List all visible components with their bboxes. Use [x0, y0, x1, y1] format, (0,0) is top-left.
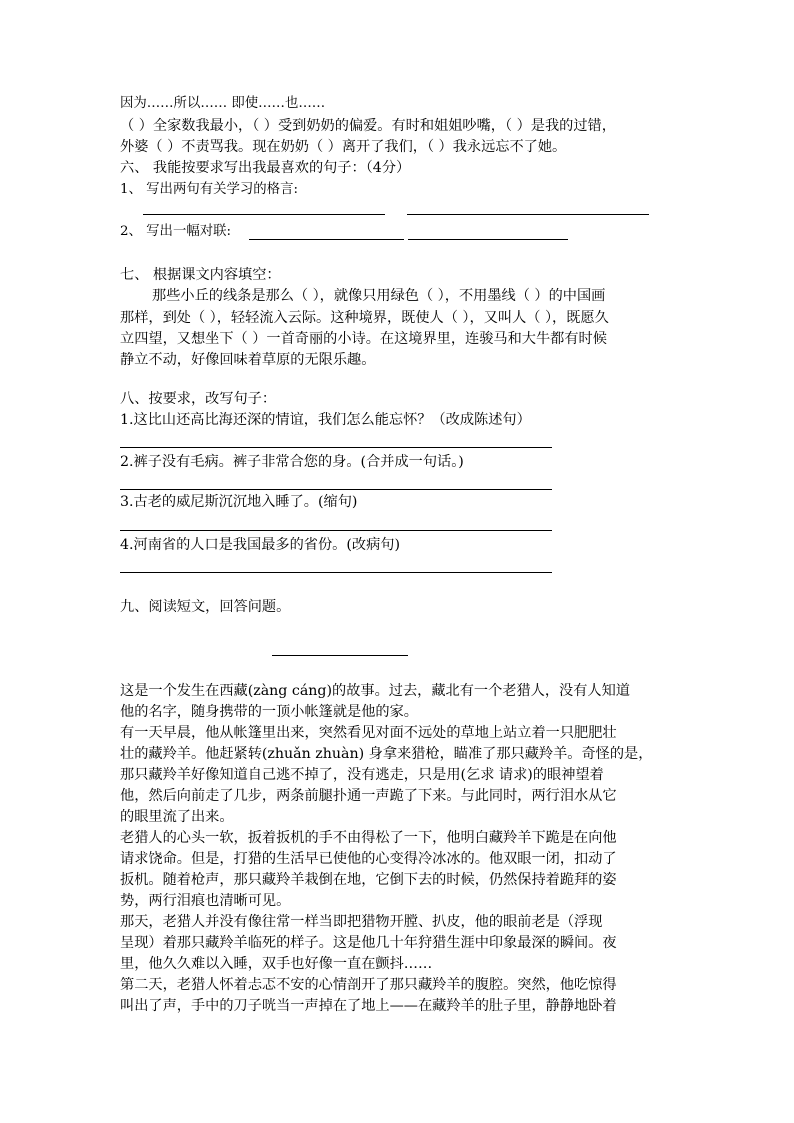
answer-line[interactable]: [143, 214, 385, 215]
reading-line: 他，然后向前走了几步，两条前腿扑通一声跪了下来。与此同时，两行泪水从它: [120, 788, 617, 804]
passage-line: 那些小丘的线条是那么（ ），就像只用绿色（ ），不用墨线（ ）的中国画: [152, 288, 606, 304]
answer-line[interactable]: [407, 214, 649, 215]
answer-line[interactable]: [120, 530, 552, 531]
reading-line: 里，他久久难以入睡，双手也好像一直在颤抖……: [120, 956, 433, 972]
passage-line: 立四望，又想坐下（ ）一首奇丽的小诗。在这境界里，连骏马和大牛都有时候: [120, 331, 607, 347]
reading-line: 老猎人的心头一软，扳着扳机的手不由得松了一下，他明白藏羚羊下跪是在向他: [120, 830, 617, 846]
fill-in-line-1: （ ）全家数我最小，（ ）受到奶奶的偏爱。有时和姐姐吵嘴，（ ）是我的过错，: [120, 118, 616, 134]
answer-line[interactable]: [120, 447, 552, 448]
reading-line: 扳机。随着枪声，那只藏羚羊栽倒在地，它倒下去的时候，仍然保持着跪拜的姿: [120, 872, 617, 888]
reading-line: 这是一个发生在西藏(zàng cáng)的故事。过去，藏北有一个老猎人，没有人知道: [120, 683, 630, 699]
reading-line: 请求饶命。但是，打猎的生活早已使他的心变得冷冰冰的。他双眼一闭，扣动了: [120, 851, 617, 867]
reading-line: 势，两行泪痕也清晰可见。: [120, 893, 291, 909]
section-7-title: 七、 根据课文内容填空：: [120, 267, 281, 283]
reading-line: 有一天早晨，他从帐篷里出来，突然看见对面不远处的草地上站立着一只肥肥壮: [120, 725, 617, 741]
section-6-title: 六、 我能按要求写出我最喜欢的句子：（4分）: [120, 160, 411, 176]
answer-line[interactable]: [120, 572, 552, 573]
reading-line: 他的名字，随身携带的一顶小帐篷就是他的家。: [120, 704, 418, 720]
rewrite-question-3: 3.古老的威尼斯沉沉地入睡了。(缩句): [120, 494, 358, 510]
reading-line: 那天，老猎人并没有像往常一样当即把猎物开膛、扒皮，他的眼前老是（浮现: [120, 914, 603, 930]
title-answer-line[interactable]: [272, 655, 408, 656]
rewrite-question-2: 2.裤子没有毛病。裤子非常合您的身。(合并成一句话。): [120, 454, 464, 470]
rewrite-question-4: 4.河南省的人口是我国最多的省份。(改病句): [120, 537, 400, 553]
reading-line: 那只藏羚羊好像知道自己逃不掉了，没有逃走，只是用(乞求 请求)的眼神望着: [120, 767, 604, 783]
section-9-title: 九、阅读短文，回答问题。: [120, 599, 291, 615]
conjunction-hint: 因为……所以…… 即使……也……: [120, 96, 326, 111]
section-6-question-1: 1、 写出两句有关学习的格言:: [120, 182, 298, 197]
answer-line[interactable]: [249, 239, 404, 240]
reading-line: 的眼里流了出来。: [120, 809, 234, 825]
reading-line: 呈现）着那只藏羚羊临死的样子。这是他几十年狩猎生涯中印象最深的瞬间。夜: [120, 935, 617, 951]
fill-in-line-2: 外婆（ ）不责骂我。现在奶奶（ ）离开了我们，（ ）我永远忘不了她。: [120, 139, 567, 155]
passage-line: 静立不动，好像回味着草原的无限乐趣。: [120, 352, 376, 368]
passage-line: 那样，到处（ ），轻轻流入云际。这种境界，既使人（ ），又叫人（ ），既愿久: [120, 310, 609, 326]
reading-line: 壮的藏羚羊。他赶紧转(zhuǎn zhuàn) 身拿来猎枪，瞄准了那只藏羚羊。奇怪的是，: [120, 746, 653, 762]
rewrite-question-1: 1.这比山还高比海还深的情谊，我们怎么能忘怀？（改成陈述句）: [120, 412, 531, 428]
section-6-question-2: 2、 写出一幅对联:: [120, 224, 232, 239]
section-8-title: 八、按要求，改写句子：: [120, 391, 277, 407]
answer-line[interactable]: [408, 239, 568, 240]
answer-line[interactable]: [120, 489, 552, 490]
reading-line: 叫出了声，手中的刀子咣当一声掉在了地上——在藏羚羊的肚子里，静静地卧着: [120, 998, 617, 1014]
reading-line: 第二天，老猎人怀着忐忑不安的心情剖开了那只藏羚羊的腹腔。突然，他吃惊得: [120, 977, 617, 993]
